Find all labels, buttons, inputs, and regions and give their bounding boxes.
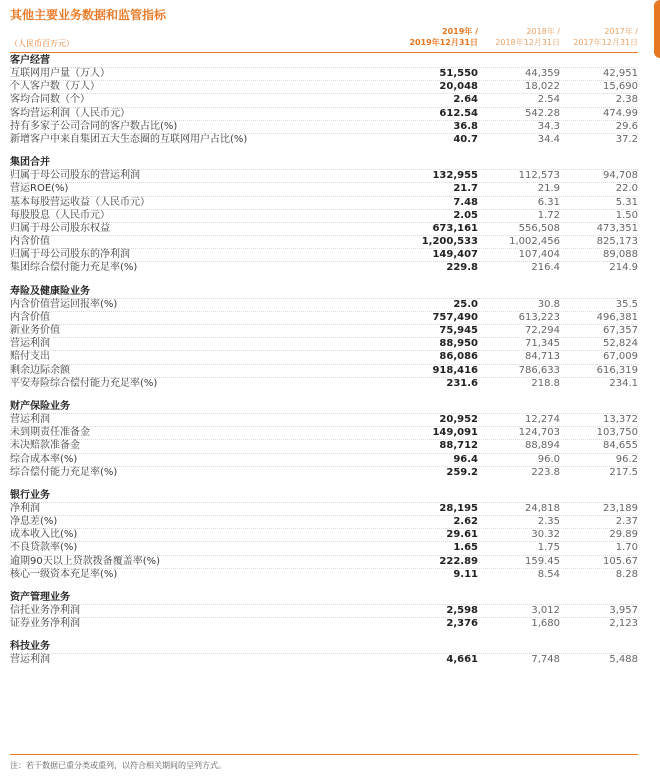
value-2018: 1,002,456 xyxy=(509,236,560,248)
row-label: 内含价值 xyxy=(10,311,50,323)
table-row xyxy=(10,169,638,182)
table-row xyxy=(10,209,638,222)
table-row xyxy=(10,617,638,630)
value-2019: 2.62 xyxy=(453,516,478,528)
value-2019: 2,376 xyxy=(446,618,478,630)
value-2019: 1,200,533 xyxy=(421,236,478,248)
value-2017: 5,488 xyxy=(609,654,638,666)
value-2019: 149,407 xyxy=(432,249,478,261)
value-2017: 474.99 xyxy=(603,107,638,119)
value-2019: 20,952 xyxy=(439,413,478,425)
value-2018: 2.54 xyxy=(537,94,560,106)
value-2017: 29.89 xyxy=(609,529,638,541)
row-label: 平安寿险综合偿付能力充足率(%) xyxy=(10,377,158,389)
value-2017: 473,351 xyxy=(596,222,638,234)
value-2019: 40.7 xyxy=(453,133,478,145)
table-row xyxy=(10,107,638,120)
value-2017: 5.31 xyxy=(615,196,638,208)
value-2019: 21.7 xyxy=(453,183,478,195)
table-row xyxy=(10,439,638,452)
row-label: 客均营运利润（人民币元） xyxy=(10,107,130,119)
value-2017: 3,957 xyxy=(609,605,638,616)
column-header-2019: 2019年 / 2019年12月31日 xyxy=(409,27,478,47)
table-row xyxy=(10,324,638,337)
row-label: 基本每股营运收益（人民币元） xyxy=(10,196,150,208)
value-2017: 96.2 xyxy=(615,453,638,465)
table-row xyxy=(10,311,638,324)
value-2019: 96.4 xyxy=(453,453,478,465)
row-label: 归属于母公司股东权益 xyxy=(10,222,110,234)
value-2018: 112,573 xyxy=(518,170,560,182)
value-2019: 2.64 xyxy=(453,94,478,106)
section-title: 银行业务 xyxy=(10,489,50,501)
value-2017: 29.6 xyxy=(615,120,638,132)
value-2017: 616,319 xyxy=(596,364,638,376)
value-2017: 52,824 xyxy=(603,338,638,350)
value-2018: 34.3 xyxy=(537,120,560,132)
table-row xyxy=(10,133,638,146)
value-2019: 673,161 xyxy=(432,222,478,234)
value-2017: 105.67 xyxy=(603,555,638,567)
value-2019: 259.2 xyxy=(446,466,478,478)
section-title: 财产保险业务 xyxy=(10,400,70,412)
column-header-2018: 2018年 / 2018年12月31日 xyxy=(495,27,560,47)
table-header xyxy=(10,26,638,52)
value-2019: 1.65 xyxy=(453,542,478,554)
row-label: 信托业务净利润 xyxy=(10,605,80,616)
value-2018: 12,274 xyxy=(525,413,560,425)
value-2018: 218.8 xyxy=(531,377,560,389)
row-label: 新业务价值 xyxy=(10,325,60,336)
row-label: 成本收入比(%) xyxy=(10,529,78,541)
value-2019: 132,955 xyxy=(432,170,478,182)
value-2017: 217.5 xyxy=(609,466,638,478)
value-2019: 149,091 xyxy=(432,427,478,439)
table-row xyxy=(10,248,638,261)
value-2017: 8.28 xyxy=(615,568,638,580)
value-2017: 37.2 xyxy=(615,133,638,145)
column-header-2017: 2017年 / 2017年12月31日 xyxy=(573,27,638,47)
value-2018: 8.54 xyxy=(537,568,560,580)
row-label: 剩余边际余额 xyxy=(10,364,70,376)
row-label: 营运利润 xyxy=(10,654,50,666)
value-2017: 825,173 xyxy=(596,236,638,248)
section xyxy=(10,401,638,479)
section xyxy=(10,490,638,581)
value-2018: 72,294 xyxy=(525,325,560,336)
value-2019: 9.11 xyxy=(453,568,478,580)
unit-label: （人民币百万元） xyxy=(10,39,74,48)
table-row xyxy=(10,67,638,80)
row-label: 内含价值营运回报率(%) xyxy=(10,298,118,310)
table-row xyxy=(10,426,638,439)
row-label: 营运利润 xyxy=(10,413,50,425)
value-2017: 42,951 xyxy=(603,68,638,79)
value-2017: 94,708 xyxy=(603,170,638,182)
value-2018: 88,894 xyxy=(525,440,560,452)
footnote-divider xyxy=(10,754,638,755)
row-label: 逾期90天以上贷款拨备覆盖率(%) xyxy=(10,555,161,567)
value-2017: 2.37 xyxy=(615,516,638,528)
section-title: 客户经营 xyxy=(10,55,50,66)
table-row xyxy=(10,235,638,248)
table-row xyxy=(10,515,638,528)
value-2018: 96.0 xyxy=(537,453,560,465)
row-label: 营运利润 xyxy=(10,338,50,350)
table-row xyxy=(10,555,638,568)
value-2018: 613,223 xyxy=(518,311,560,323)
value-2018: 24,818 xyxy=(525,502,560,514)
value-2019: 4,661 xyxy=(446,654,478,666)
value-2018: 6.31 xyxy=(537,196,560,208)
value-2019: 7.48 xyxy=(453,196,478,208)
table-row xyxy=(10,502,638,515)
row-label: 综合偿付能力充足率(%) xyxy=(10,466,118,478)
value-2018: 71,345 xyxy=(525,338,560,350)
row-label: 营运ROE(%) xyxy=(10,183,69,195)
section xyxy=(10,641,638,666)
value-2019: 2.05 xyxy=(453,209,478,221)
value-2017: 2.38 xyxy=(615,94,638,106)
table-row xyxy=(10,568,638,581)
table-row xyxy=(10,350,638,363)
value-2019: 86,086 xyxy=(439,351,478,363)
value-2019: 36.8 xyxy=(453,120,478,132)
row-label: 未决赔款准备金 xyxy=(10,440,80,452)
table-row xyxy=(10,604,638,617)
value-2017: 234.1 xyxy=(609,377,638,389)
value-2017: 103,750 xyxy=(596,427,638,439)
row-label: 归属于母公司股东的净利润 xyxy=(10,249,130,261)
value-2019: 229.8 xyxy=(446,262,478,274)
value-2018: 542.28 xyxy=(525,107,560,119)
value-2018: 786,633 xyxy=(518,364,560,376)
value-2018: 3,012 xyxy=(531,605,560,616)
value-2018: 124,703 xyxy=(518,427,560,439)
value-2017: 1.50 xyxy=(615,209,638,221)
table-row xyxy=(10,80,638,93)
value-2019: 612.54 xyxy=(439,107,478,119)
value-2018: 223.8 xyxy=(531,466,560,478)
table-row xyxy=(10,541,638,554)
value-2019: 757,490 xyxy=(432,311,478,323)
value-2019: 2,598 xyxy=(446,605,478,616)
value-2017: 23,189 xyxy=(603,502,638,514)
value-2017: 89,088 xyxy=(603,249,638,261)
table-row xyxy=(10,528,638,541)
row-label: 综合成本率(%) xyxy=(10,453,78,465)
page-title: 其他主要业务数据和监管指标 xyxy=(10,8,167,22)
accent-tab xyxy=(654,0,660,58)
value-2019: 29.61 xyxy=(446,529,478,541)
value-2017: 84,655 xyxy=(603,440,638,452)
row-label: 个人客户数（万人） xyxy=(10,81,100,93)
value-2019: 918,416 xyxy=(432,364,478,376)
row-label: 互联网用户量（万人） xyxy=(10,68,110,79)
section xyxy=(10,157,638,275)
value-2019: 88,712 xyxy=(439,440,478,452)
value-2019: 75,945 xyxy=(439,325,478,336)
row-label: 核心一级资本充足率(%) xyxy=(10,568,118,580)
value-2019: 231.6 xyxy=(446,377,478,389)
value-2018: 1,680 xyxy=(531,618,560,630)
section xyxy=(10,55,638,146)
value-2017: 2,123 xyxy=(609,618,638,630)
table-row xyxy=(10,196,638,209)
table-row xyxy=(10,364,638,377)
value-2018: 34.4 xyxy=(537,133,560,145)
row-label: 不良贷款率(%) xyxy=(10,542,78,554)
value-2019: 88,950 xyxy=(439,338,478,350)
value-2018: 30.32 xyxy=(531,529,560,541)
value-2018: 21.9 xyxy=(537,183,560,195)
value-2018: 2.35 xyxy=(537,516,560,528)
table-row xyxy=(10,413,638,426)
row-label: 未到期责任准备金 xyxy=(10,427,90,439)
row-label: 赔付支出 xyxy=(10,351,50,363)
value-2019: 25.0 xyxy=(453,298,478,310)
section-title: 寿险及健康险业务 xyxy=(10,285,90,297)
table-row xyxy=(10,653,638,666)
value-2017: 35.5 xyxy=(615,298,638,310)
section xyxy=(10,592,638,630)
table-row xyxy=(10,337,638,350)
value-2018: 216.4 xyxy=(531,262,560,274)
value-2019: 51,550 xyxy=(439,68,478,79)
table-row xyxy=(10,453,638,466)
row-label: 内含价值 xyxy=(10,236,50,248)
row-label: 证券业务净利润 xyxy=(10,618,80,630)
row-label: 净息差(%) xyxy=(10,516,58,528)
footnote: 注：若干数据已重分类或重列，以符合相关期间的呈列方式。 xyxy=(10,761,226,770)
row-label: 新增客户中来自集团五大生态圈的互联网用户占比(%) xyxy=(10,133,248,145)
value-2017: 67,357 xyxy=(603,325,638,336)
table-row xyxy=(10,261,638,274)
data-table xyxy=(10,55,638,678)
row-label: 持有多家子公司合同的客户数占比(%) xyxy=(10,120,178,132)
value-2018: 7,748 xyxy=(531,654,560,666)
value-2017: 22.0 xyxy=(615,183,638,195)
value-2017: 15,690 xyxy=(603,81,638,93)
row-label: 净利润 xyxy=(10,502,40,514)
value-2017: 496,381 xyxy=(596,311,638,323)
value-2018: 18,022 xyxy=(525,81,560,93)
row-label: 集团综合偿付能力充足率(%) xyxy=(10,262,138,274)
value-2017: 67,009 xyxy=(603,351,638,363)
value-2017: 1.70 xyxy=(615,542,638,554)
table-row xyxy=(10,298,638,311)
value-2017: 13,372 xyxy=(603,413,638,425)
value-2019: 20,048 xyxy=(439,81,478,93)
value-2017: 214.9 xyxy=(609,262,638,274)
table-row xyxy=(10,182,638,195)
row-label: 客均合同数（个） xyxy=(10,94,90,106)
section-title: 集团合并 xyxy=(10,157,50,169)
table-row xyxy=(10,466,638,479)
value-2018: 84,713 xyxy=(525,351,560,363)
value-2018: 44,359 xyxy=(525,68,560,79)
section-title: 资产管理业务 xyxy=(10,592,70,603)
value-2018: 107,404 xyxy=(518,249,560,261)
row-label: 每股股息（人民币元） xyxy=(10,209,110,221)
table-row xyxy=(10,120,638,133)
section xyxy=(10,286,638,390)
value-2018: 159.45 xyxy=(525,555,560,567)
table-row xyxy=(10,222,638,235)
value-2018: 30.8 xyxy=(537,298,560,310)
value-2018: 556,508 xyxy=(518,222,560,234)
value-2019: 28,195 xyxy=(439,502,478,514)
value-2019: 222.89 xyxy=(439,555,478,567)
value-2018: 1.75 xyxy=(537,542,560,554)
header-divider xyxy=(10,52,638,53)
table-row xyxy=(10,377,638,390)
section-title: 科技业务 xyxy=(10,641,50,653)
value-2018: 1.72 xyxy=(537,209,560,221)
table-row xyxy=(10,93,638,106)
row-label: 归属于母公司股东的营运利润 xyxy=(10,170,140,182)
